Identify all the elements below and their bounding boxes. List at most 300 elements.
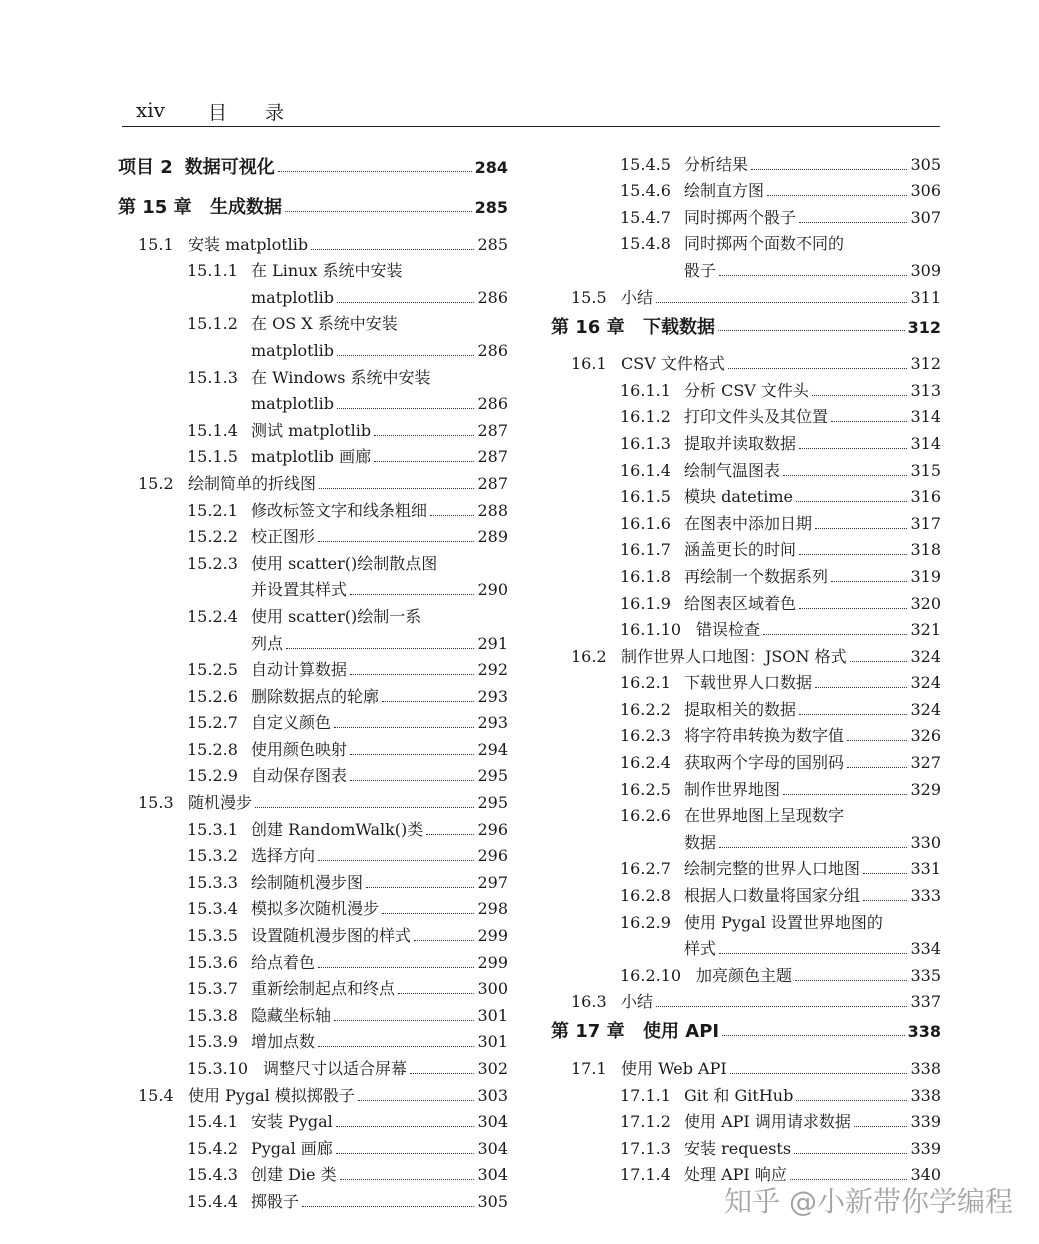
entry-title: 使用 scatter()绘制散点图	[251, 553, 438, 573]
dot-leader	[366, 887, 474, 888]
entry-title: 下载世界人口数据	[684, 673, 813, 693]
entry-title: 使用 API 调用请求数据	[684, 1112, 851, 1132]
toc-entry-sec	[551, 1052, 941, 1079]
entry-page: 330	[910, 832, 941, 852]
dot-leader	[796, 1100, 907, 1101]
dot-leader	[850, 661, 908, 662]
entry-page: 288	[477, 500, 508, 520]
toc-entry-cont	[551, 933, 941, 960]
entry-title: 隐藏坐标轴	[251, 1005, 332, 1025]
entry-number: 16.2.10	[620, 965, 682, 985]
toc-entry-sub	[551, 667, 941, 694]
entry-number: 15.3.4	[187, 899, 238, 919]
toc-entry-sub	[551, 693, 941, 720]
dot-leader	[334, 1020, 474, 1021]
toc-right-column	[551, 148, 941, 1185]
entry-title: 自动保存图表	[251, 766, 348, 786]
toc-entry-sub	[551, 959, 941, 986]
entry-title: matplotlib	[251, 287, 335, 307]
entry-title: 删除数据点的轮廓	[251, 686, 380, 706]
toc-entry-sub	[118, 1026, 508, 1053]
dot-leader	[414, 940, 474, 941]
entry-page: 295	[477, 766, 508, 786]
dot-leader	[751, 169, 907, 170]
toc-entry-sub	[118, 1106, 508, 1133]
entry-number: 15.3.7	[187, 979, 238, 999]
entry-title: matplotlib	[251, 394, 335, 414]
dot-leader	[796, 501, 907, 502]
entry-page: 290	[477, 580, 508, 600]
toc-entry-sub	[118, 547, 508, 574]
toc-entry-sub	[118, 733, 508, 760]
toc-entry-sub	[551, 427, 941, 454]
toc-entry-sub	[551, 454, 941, 481]
entry-title: matplotlib 画廊	[251, 447, 372, 467]
toc-entry-sub	[118, 840, 508, 867]
toc-entry-chap	[551, 308, 941, 348]
dot-leader	[334, 727, 474, 728]
entry-title: 分析结果	[684, 154, 749, 174]
entry-page: 305	[477, 1191, 508, 1211]
entry-page: 315	[910, 460, 941, 480]
entry-title: 安装 requests	[684, 1138, 792, 1158]
entry-number: 第 16 章	[551, 316, 625, 338]
entry-page: 333	[910, 886, 941, 906]
dot-leader	[319, 488, 474, 489]
entry-title: 创建 RandomWalk()类	[251, 819, 424, 839]
entry-number: 17.1.3	[620, 1138, 671, 1158]
entry-title: 处理 API 响应	[684, 1165, 787, 1185]
entry-number: 15.2.1	[187, 500, 238, 520]
entry-number: 第 17 章	[551, 1021, 625, 1043]
entry-number: 15.4.3	[187, 1165, 238, 1185]
entry-title: 绘制直方图	[684, 181, 765, 201]
entry-title: 小结	[621, 287, 654, 307]
entry-number: 15.3.2	[187, 846, 238, 866]
entry-title: 修改标签文字和线条粗细	[251, 500, 428, 520]
entry-number: 15.3	[138, 793, 174, 813]
entry-number: 16.1.7	[620, 540, 671, 560]
dot-leader	[410, 1073, 474, 1074]
toc-entry-cont	[118, 334, 508, 361]
entry-number: 15.4.7	[620, 207, 671, 227]
entry-number: 15.2.2	[187, 527, 238, 547]
entry-page: 293	[477, 713, 508, 733]
entry-number: 15.1.5	[187, 447, 238, 467]
toc-entry-sub	[118, 414, 508, 441]
toc-entry-chap	[551, 1012, 941, 1052]
entry-page: 311	[910, 287, 941, 307]
dot-leader	[783, 475, 907, 476]
entry-number: 15.2.6	[187, 686, 238, 706]
toc-entry-sub	[118, 441, 508, 468]
entry-page: 286	[477, 287, 508, 307]
entry-number: 项目 2	[118, 157, 173, 178]
dot-leader	[799, 448, 907, 449]
toc-entry-sub	[118, 1132, 508, 1159]
toc-entry-sub	[551, 148, 941, 175]
entry-number: 15.2.9	[187, 766, 238, 786]
toc-entry-sec	[118, 467, 508, 494]
entry-page: 338	[907, 1022, 941, 1042]
entry-title: 列点	[251, 633, 284, 653]
toc-entry-sub	[118, 1159, 508, 1186]
entry-page: 307	[910, 207, 941, 227]
dot-leader	[719, 847, 907, 848]
entry-title: 模块 datetime	[684, 487, 793, 507]
toc-entry-sub	[551, 614, 941, 641]
entry-page: 296	[477, 846, 508, 866]
entry-title: 并设置其样式	[251, 580, 348, 600]
entry-number: 16.1	[571, 354, 607, 374]
entry-page: 340	[910, 1165, 941, 1185]
entry-number: 16.1.9	[620, 593, 671, 613]
entry-page: 314	[910, 433, 941, 453]
toc-entry-sec	[551, 640, 941, 667]
entry-page: 285	[474, 198, 508, 217]
entry-title: 自定义颜色	[251, 713, 332, 733]
entry-title: 校正图形	[251, 527, 316, 547]
dot-leader	[863, 873, 907, 874]
dot-leader	[799, 554, 907, 555]
dot-leader	[718, 330, 905, 331]
dot-leader	[285, 211, 472, 212]
entry-page: 309	[910, 260, 941, 280]
entry-page: 338	[910, 1085, 941, 1105]
dot-leader	[854, 1126, 908, 1127]
toc-entry-sub	[118, 999, 508, 1026]
dot-leader	[286, 648, 474, 649]
dot-leader	[255, 807, 474, 808]
toc-left-column	[118, 148, 508, 1212]
entry-title: 小结	[621, 992, 654, 1012]
entry-title: 样式	[684, 939, 717, 959]
entry-page: 338	[910, 1059, 941, 1078]
entry-page: 337	[910, 992, 941, 1012]
entry-title: 数据	[684, 832, 717, 852]
toc-entry-sub	[551, 879, 941, 906]
page-number: xiv	[136, 98, 165, 122]
toc-entry-part	[118, 148, 508, 188]
toc-entry-cont	[551, 826, 941, 853]
page-header	[122, 98, 940, 127]
entry-page: 303	[477, 1085, 508, 1105]
entry-number: 15.1.2	[187, 314, 238, 334]
entry-page: 320	[910, 593, 941, 613]
entry-page: 297	[477, 872, 508, 892]
dot-leader	[318, 1046, 474, 1047]
dot-leader	[374, 435, 474, 436]
toc-entry-sub	[551, 1106, 941, 1133]
entry-title: 使用 Pygal 设置世界地图的	[684, 912, 883, 932]
entry-title: 在 Windows 系统中安装	[251, 367, 431, 387]
entry-page: 331	[910, 859, 941, 879]
entry-page: 335	[910, 965, 941, 985]
toc-entry-sub	[118, 919, 508, 946]
entry-number: 16.2.9	[620, 912, 671, 932]
entry-title: 自动计算数据	[251, 660, 348, 680]
entry-title: 下载数据	[643, 316, 715, 338]
entry-title: matplotlib	[251, 340, 335, 360]
dot-leader	[337, 408, 474, 409]
entry-page: 318	[910, 540, 941, 560]
entry-title: 根据人口数量将国家分组	[684, 886, 861, 906]
entry-page: 321	[910, 620, 941, 640]
entry-number: 15.4.1	[187, 1112, 238, 1132]
dot-leader	[337, 302, 474, 303]
dot-leader	[728, 368, 908, 369]
entry-title: 使用 API	[643, 1021, 720, 1043]
entry-number: 16.1.6	[620, 513, 671, 533]
dot-leader	[730, 1073, 908, 1074]
dot-leader	[799, 714, 907, 715]
entry-title: 随机漫步	[188, 793, 253, 813]
entry-page: 301	[477, 1032, 508, 1052]
dot-leader	[767, 195, 907, 196]
dot-leader	[719, 953, 907, 954]
entry-title: 将字符串转换为数字值	[684, 726, 845, 746]
toc-entry-chap	[118, 188, 508, 228]
dot-leader	[398, 993, 474, 994]
entry-title: 分析 CSV 文件头	[684, 380, 809, 400]
entry-number: 16.2.1	[620, 673, 671, 693]
toc-entry-sub	[551, 853, 941, 880]
entry-number: 16.2.5	[620, 779, 671, 799]
entry-title: Pygal 画廊	[251, 1138, 333, 1158]
dot-leader	[656, 302, 907, 303]
entry-page: 324	[910, 673, 941, 693]
entry-number: 15.2.8	[187, 739, 238, 759]
entry-page: 292	[477, 660, 508, 680]
entry-page: 304	[477, 1165, 508, 1185]
entry-page: 312	[907, 317, 941, 337]
entry-number: 17.1.2	[620, 1112, 671, 1132]
entry-title: 使用颜色映射	[251, 739, 348, 759]
entry-title: 错误检查	[696, 620, 761, 640]
entry-page: 304	[477, 1112, 508, 1132]
entry-title: 绘制气温图表	[684, 460, 781, 480]
toc-entry-sub	[551, 228, 941, 255]
entry-number: 16.1.3	[620, 433, 671, 453]
toc-entry-sub	[118, 893, 508, 920]
entry-page: 286	[477, 394, 508, 414]
entry-title: CSV 文件格式	[621, 354, 725, 374]
entry-page: 293	[477, 686, 508, 706]
entry-number: 16.2.8	[620, 886, 671, 906]
toc-entry-sub	[551, 534, 941, 561]
dot-leader	[794, 1153, 907, 1154]
toc-entry-sec	[118, 1079, 508, 1106]
entry-title: 模拟多次随机漫步	[251, 899, 380, 919]
entry-title: 生成数据	[210, 197, 282, 218]
entry-number: 15.2.4	[187, 606, 238, 626]
entry-number: 15.3.9	[187, 1032, 238, 1052]
dot-leader	[382, 913, 474, 914]
toc-entry-sub	[551, 201, 941, 228]
entry-title: 在 Linux 系统中安装	[251, 261, 403, 281]
toc-entry-sec	[551, 348, 941, 375]
toc-entry-sub	[551, 401, 941, 428]
entry-title: 增加点数	[251, 1032, 316, 1052]
entry-number: 第 15 章	[118, 197, 192, 218]
toc-entry-sub	[551, 906, 941, 933]
entry-title: 绘制随机漫步图	[251, 872, 364, 892]
entry-number: 15.3.6	[187, 952, 238, 972]
entry-page: 294	[477, 739, 508, 759]
entry-page: 296	[477, 819, 508, 839]
toc-entry-sub	[551, 720, 941, 747]
toc-entry-sub	[118, 1052, 508, 1079]
dot-leader	[847, 740, 907, 741]
toc-entry-sub	[551, 800, 941, 827]
toc-entry-sub	[118, 361, 508, 388]
toc-entry-sub	[118, 707, 508, 734]
entry-page: 324	[910, 646, 941, 666]
entry-number: 15.1.1	[187, 261, 238, 281]
entry-page: 295	[477, 793, 508, 813]
dot-leader	[350, 674, 474, 675]
entry-number: 15.1.4	[187, 420, 238, 440]
dot-leader	[318, 860, 474, 861]
entry-page: 313	[910, 380, 941, 400]
entry-page: 287	[477, 473, 508, 493]
dot-leader	[340, 1179, 475, 1180]
entry-number: 15.4.4	[187, 1191, 238, 1211]
entry-title: 重新绘制起点和终点	[251, 979, 396, 999]
entry-title: 同时掷两个面数不同的	[684, 234, 845, 254]
entry-page: 300	[477, 979, 508, 999]
entry-page: 329	[910, 779, 941, 799]
entry-number: 16.3	[571, 992, 607, 1012]
entry-page: 287	[477, 420, 508, 440]
toc-entry-sub	[118, 494, 508, 521]
dot-leader	[318, 541, 474, 542]
entry-page: 299	[477, 952, 508, 972]
entry-title: 给点着色	[251, 952, 316, 972]
toc-entry-sub	[551, 507, 941, 534]
header-title: 目录	[208, 102, 323, 124]
dot-leader	[278, 171, 472, 172]
entry-number: 16.1.4	[620, 460, 671, 480]
entry-page: 305	[910, 154, 941, 174]
entry-number: 15.2	[138, 473, 174, 493]
entry-page: 287	[477, 447, 508, 467]
entry-title: 骰子	[684, 260, 717, 280]
entry-title: 数据可视化	[184, 157, 275, 178]
toc-entry-sub	[551, 175, 941, 202]
dot-leader	[722, 1035, 905, 1036]
entry-number: 15.2.3	[187, 553, 238, 573]
entry-title: 掷骰子	[251, 1191, 300, 1211]
entry-title: 测试 matplotlib	[251, 420, 372, 440]
entry-number: 15.3.8	[187, 1005, 238, 1025]
entry-title: 使用 Pygal 模拟掷骰子	[188, 1085, 355, 1105]
entry-page: 306	[910, 181, 941, 201]
toc-entry-cont	[118, 388, 508, 415]
toc-entry-sub	[118, 255, 508, 282]
entry-page: 314	[910, 407, 941, 427]
toc-entry-cont	[551, 254, 941, 281]
entry-title: 绘制简单的折线图	[188, 473, 317, 493]
entry-page: 339	[910, 1112, 941, 1132]
toc-entry-cont	[118, 627, 508, 654]
entry-page: 334	[910, 939, 941, 959]
entry-number: 16.2.2	[620, 699, 671, 719]
toc-entry-sub	[551, 560, 941, 587]
dot-leader	[656, 1006, 907, 1007]
toc-entry-sub	[118, 680, 508, 707]
toc-entry-sec	[551, 986, 941, 1013]
dot-leader	[763, 634, 907, 635]
dot-leader	[863, 900, 907, 901]
toc-entry-sub	[118, 654, 508, 681]
toc-entry-sub	[118, 813, 508, 840]
toc-entry-sub	[551, 1079, 941, 1106]
entry-title: 获取两个字母的国别码	[684, 753, 845, 773]
entry-title: 再绘制一个数据系列	[684, 566, 829, 586]
entry-number: 17.1	[571, 1059, 607, 1078]
dot-leader	[799, 608, 907, 609]
entry-title: 调整尺寸以适合屏幕	[263, 1059, 408, 1078]
dot-leader	[831, 581, 907, 582]
dot-leader	[374, 461, 474, 462]
dot-leader	[350, 754, 474, 755]
dot-leader	[336, 1153, 475, 1154]
entry-number: 15.1.3	[187, 367, 238, 387]
toc-entry-cont	[118, 281, 508, 308]
dot-leader	[358, 1100, 475, 1101]
dot-leader	[799, 222, 907, 223]
entry-title: 打印文件头及其位置	[684, 407, 829, 427]
dot-leader	[815, 528, 907, 529]
entry-number: 15.3.10	[187, 1059, 249, 1078]
toc-entry-sub	[551, 481, 941, 508]
entry-number: 16.1.1	[620, 380, 671, 400]
toc-entry-sub	[118, 521, 508, 548]
toc-entry-sub	[551, 746, 941, 773]
toc-entry-sub	[118, 1185, 508, 1212]
entry-page: 339	[910, 1138, 941, 1158]
toc-entry-sec	[551, 281, 941, 308]
entry-title: 设置随机漫步图的样式	[251, 926, 412, 946]
entry-title: 提取并读取数据	[684, 433, 797, 453]
entry-title: 在世界地图上呈现数字	[684, 806, 845, 826]
entry-number: 15.4.2	[187, 1138, 238, 1158]
entry-page: 324	[910, 699, 941, 719]
entry-number: 16.1.5	[620, 487, 671, 507]
entry-number: 15.3.3	[187, 872, 238, 892]
entry-title: 绘制完整的世界人口地图	[684, 859, 861, 879]
entry-page: 301	[477, 1005, 508, 1025]
entry-title: 安装 Pygal	[251, 1112, 333, 1132]
toc-entry-sec	[118, 786, 508, 813]
toc-entry-sub	[118, 973, 508, 1000]
entry-title: 提取相关的数据	[684, 699, 797, 719]
entry-number: 15.1	[138, 234, 174, 254]
toc-entry-sub	[118, 866, 508, 893]
dot-leader	[426, 834, 474, 835]
dot-leader	[815, 687, 907, 688]
dot-leader	[337, 355, 474, 356]
entry-page: 316	[910, 487, 941, 507]
entry-title: Git 和 GitHub	[684, 1085, 794, 1105]
entry-title: 给图表区域着色	[684, 593, 797, 613]
dot-leader	[847, 767, 907, 768]
entry-title: 制作世界地图	[684, 779, 781, 799]
entry-number: 15.5	[571, 287, 607, 307]
dot-leader	[831, 421, 907, 422]
entry-title: 制作世界人口地图：JSON 格式	[621, 646, 847, 666]
